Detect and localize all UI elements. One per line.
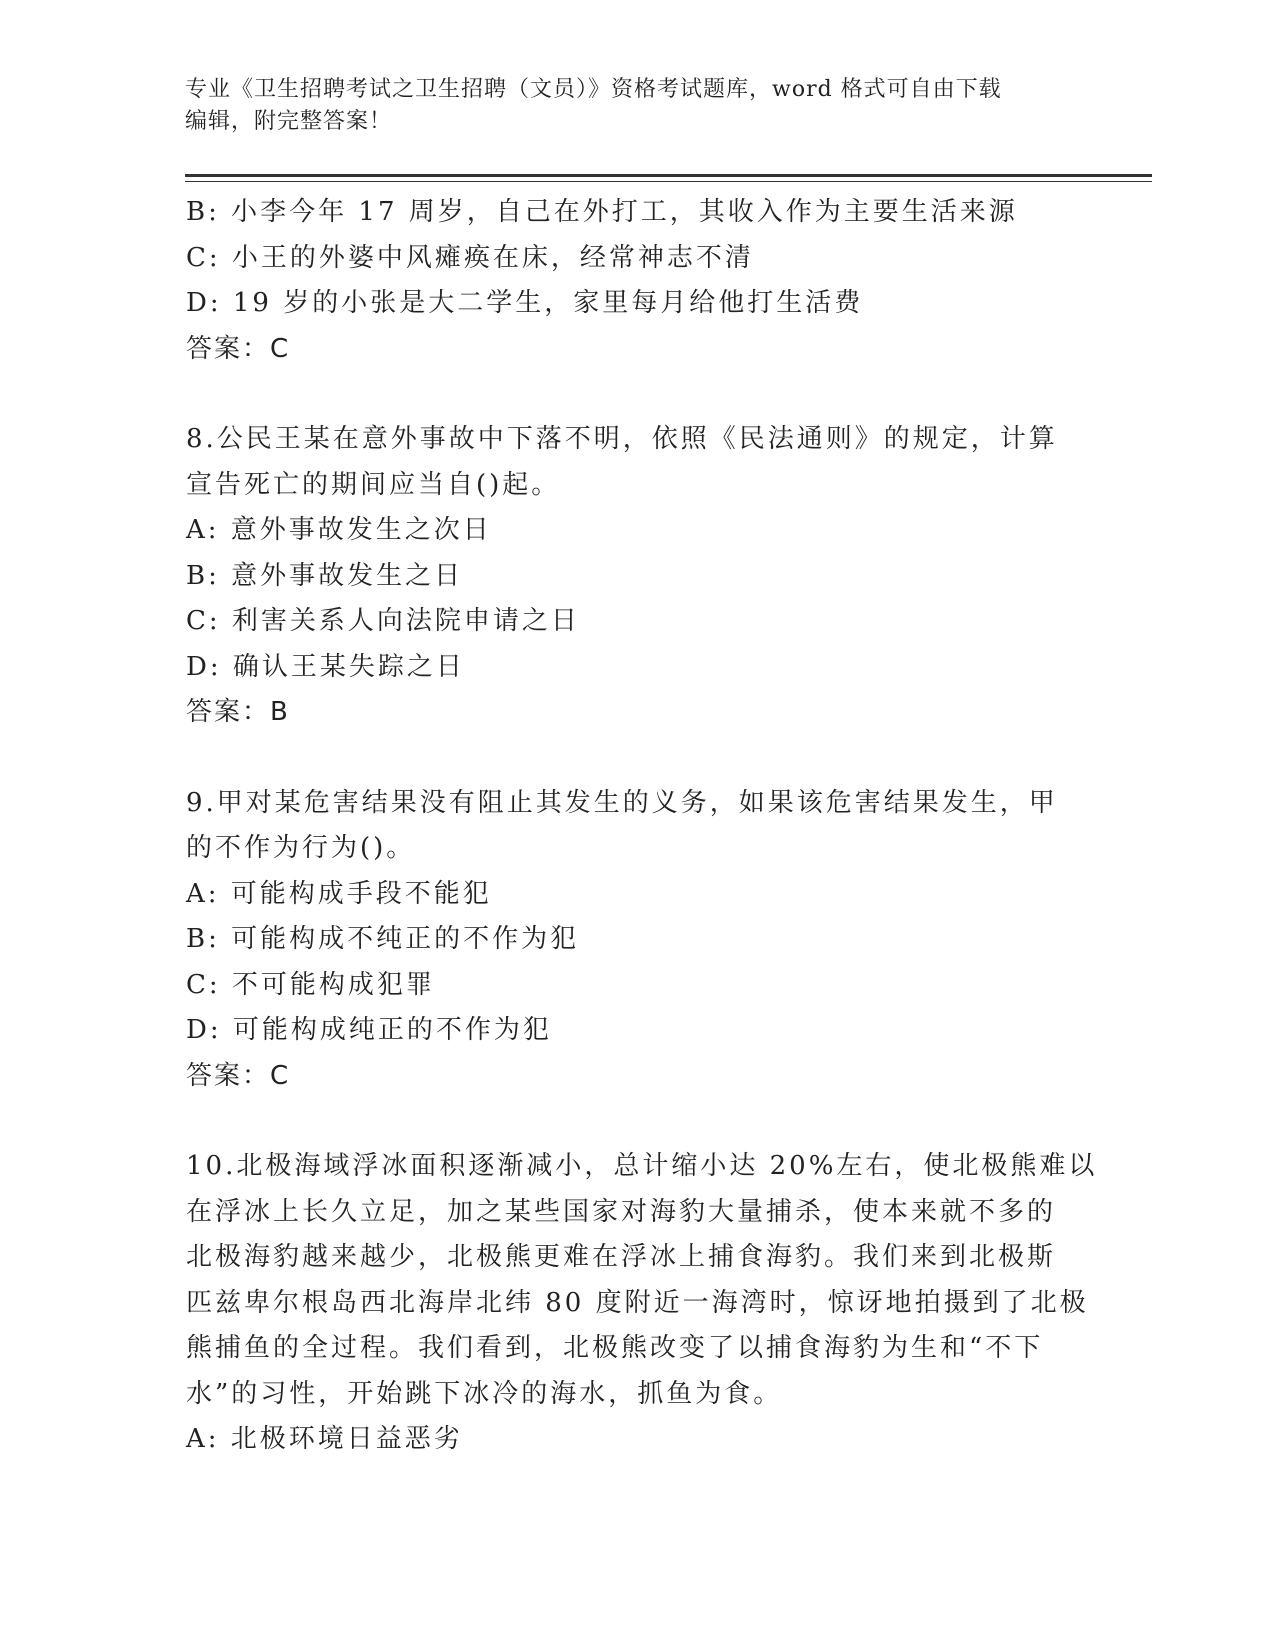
q9-stem-line-2: 的不作为行为()。	[186, 833, 416, 863]
q10-option-a: A: 北极环境日益恶劣	[186, 1424, 463, 1454]
q10-stem-line-4: 匹兹卑尔根岛西北海岸北纬 80 度附近一海湾时，惊讶地拍摄到了北极	[186, 1287, 1089, 1318]
question-7-tail	[186, 190, 1086, 372]
q9-option-c: C: 不可能构成犯罪	[186, 969, 435, 1000]
q10-stem-line-5: 熊捕鱼的全过程。我们看到，北极熊改变了以捕食海豹为生和“不下	[186, 1333, 1044, 1363]
q10-stem-line-6: 水”的习性，开始跳下冰冷的海水，抓鱼为食。	[186, 1378, 783, 1409]
question-10	[186, 1144, 1098, 1463]
q7-answer: 答案：C	[186, 333, 291, 364]
q9-option-a: A: 可能构成手段不能犯	[186, 878, 492, 909]
q7-option-b: B: 小李今年 17 周岁，自己在外打工，其收入作为主要生活来源	[186, 197, 1018, 227]
header-rule-thick	[185, 174, 1152, 177]
header-line-1: 专业《卫生招聘考试之卫生招聘（文员）》资格考试题库，word 格式可自由下载	[185, 77, 1002, 102]
q7-option-d: D: 19 岁的小张是大二学生，家里每月给他打生活费	[186, 288, 864, 318]
q7-option-c: C: 小王的外婆中风瘫痪在床，经常神志不清	[186, 242, 754, 273]
question-8	[186, 417, 1086, 736]
q10-stem-line-1: 10.北极海域浮冰面积逐渐减小，总计缩小达 20%左右，使北极熊难以	[186, 1151, 1098, 1181]
q8-answer: 答案：B	[186, 697, 290, 727]
q9-stem-line-1: 9.甲对某危害结果没有阻止其发生的义务，如果该危害结果发生，甲	[186, 787, 1058, 818]
spacer	[186, 372, 1086, 417]
q10-stem-line-2: 在浮冰上长久立足，加之某些国家对海豹大量捕杀，使本来就不多的	[186, 1196, 1057, 1227]
q8-option-a: A: 意外事故发生之次日	[186, 515, 492, 545]
q9-answer: 答案：C	[186, 1060, 291, 1091]
q8-option-d: D: 确认王某失踪之日	[186, 651, 465, 682]
spacer	[186, 736, 1086, 781]
spacer	[186, 1099, 1086, 1144]
q8-option-c: C: 利害关系人向法院申请之日	[186, 606, 580, 636]
q8-option-b: B: 意外事故发生之日	[186, 560, 464, 591]
header-line-2: 编辑，附完整答案！	[185, 109, 393, 134]
q10-stem-line-3: 北极海豹越来越少，北极熊更难在浮冰上捕食海豹。我们来到北极斯	[186, 1242, 1057, 1272]
q9-option-d: D: 可能构成纯正的不作为犯	[186, 1015, 552, 1045]
document-header	[185, 74, 1085, 138]
q8-stem-line-1: 8.公民王某在意外事故中下落不明，依照《民法通则》的规定，计算	[186, 424, 1058, 454]
q8-stem-line-2: 宣告死亡的期间应当自()起。	[186, 469, 561, 500]
question-content	[186, 190, 1098, 1463]
question-9	[186, 781, 1086, 1100]
q9-option-b: B: 可能构成不纯正的不作为犯	[186, 924, 580, 954]
header-rule-thin	[185, 181, 1152, 182]
